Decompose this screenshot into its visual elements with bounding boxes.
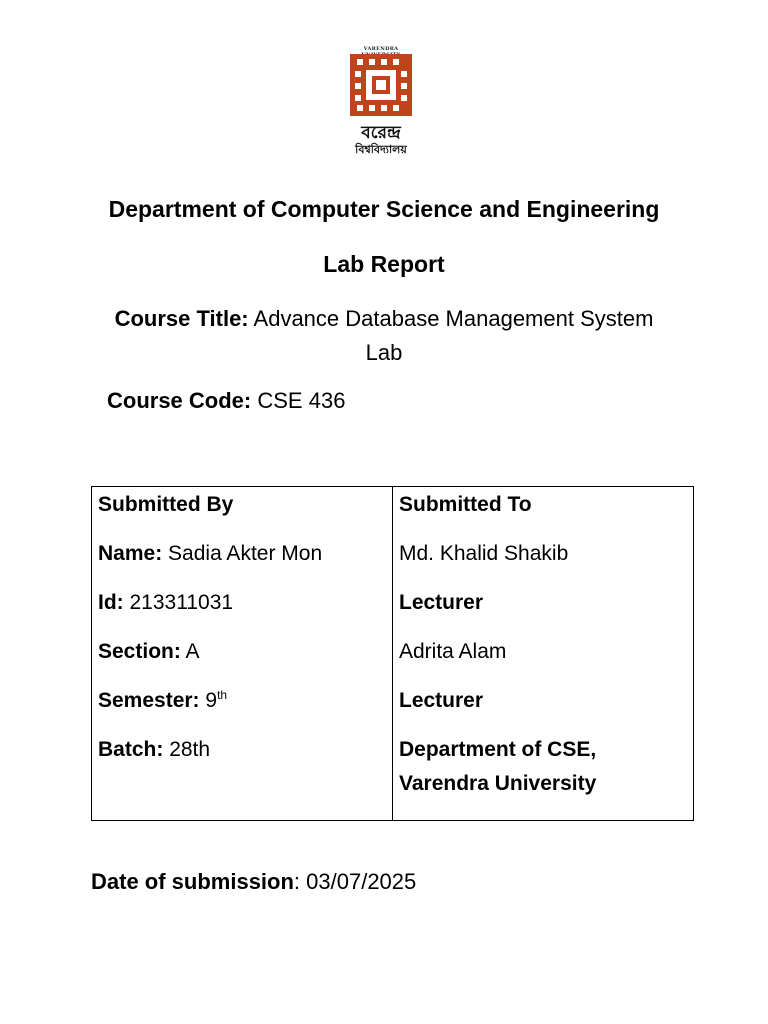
course-code-value: CSE 436 (257, 388, 346, 413)
report-heading: Lab Report (323, 251, 445, 277)
university-logo (346, 46, 416, 158)
student-name-row (98, 541, 386, 567)
teacher2-name: Adrita Alam (399, 640, 507, 663)
submission-date-label: Date of submission (91, 869, 294, 894)
university-emblem-icon (350, 54, 412, 116)
semester-label: Semester: (98, 689, 200, 712)
submitted-to-cell (393, 487, 694, 821)
teacher2-title: Lecturer (399, 689, 484, 712)
batch-value: 28th (169, 738, 211, 761)
course-code (107, 388, 345, 414)
id-label: Id: (98, 591, 124, 614)
section-value: A (185, 640, 200, 663)
university-line: Varendra University (399, 772, 597, 795)
section-row (98, 639, 386, 665)
batch-row (98, 737, 386, 763)
submission-info-table (91, 486, 694, 821)
semester-suffix: th (217, 688, 228, 702)
name-label: Name: (98, 542, 163, 565)
course-title-value: Advance Database Management System (253, 306, 654, 331)
section-label: Section: (98, 640, 181, 663)
batch-label: Batch: (98, 738, 164, 761)
course-code-label: Course Code: (107, 388, 252, 413)
student-id-row (98, 590, 386, 616)
course-title (100, 302, 668, 370)
department-heading: Department of Computer Science and Engineering (108, 196, 660, 222)
logo-bangla-name: বরেন্দ্র (361, 123, 401, 143)
department-line: Department of CSE, (399, 738, 597, 761)
course-title-label: Course Title: (114, 306, 249, 331)
submitted-by-cell (92, 487, 393, 821)
logo-university-name: VARENDRA (363, 46, 399, 52)
submission-date (91, 869, 416, 895)
semester-value: 9 (205, 689, 218, 712)
semester-row (98, 688, 386, 714)
teacher1-name: Md. Khalid Shakib (399, 542, 569, 565)
teacher1-title: Lecturer (399, 591, 484, 614)
student-name: Sadia Akter Mon (168, 542, 323, 565)
submitted-to-header: Submitted To (399, 493, 532, 516)
course-title-value-continued: Lab (365, 340, 403, 365)
submission-date-value: 03/07/2025 (306, 869, 417, 894)
logo-bangla-subtitle: বিশ্ববিদ্যালয় (355, 143, 407, 156)
student-id: 213311031 (129, 591, 234, 614)
submission-date-separator: : (293, 869, 307, 894)
submitted-by-header: Submitted By (98, 493, 234, 516)
